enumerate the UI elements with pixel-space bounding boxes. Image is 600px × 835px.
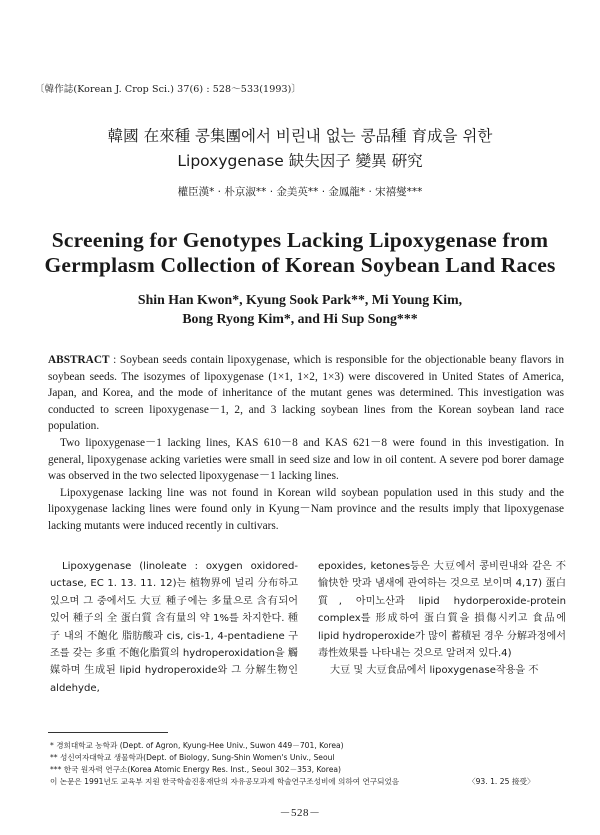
- footnote-affiliation-1: * 경희대학교 농학과 (Dept. of Agron, Kyung-Hee Univ., Suwon 449－701, Korea): [50, 741, 344, 750]
- abstract-text-1: : Soybean seeds contain lipoxygenase, which is responsible for the objectionable beany flavors in soybean seeds. The isozymes of lipoxygenase (1×1, 1×2, 1×3) were discovered in United States of America, Japan, and Korea, and the mode of inheritance of the mutant genes was determined. This investigation was conducted to screen lipoxygenase－1, 2, and 3 lacking soybean lines from the Korean soybean land race population.: [48, 354, 564, 433]
- footnote-funding: 이 논문은 1991년도 교육부 지원 한국학술진흥재단의 자유공모과제 학술연구조성비에 의하여 연구되었음: [50, 777, 400, 786]
- korean-title-line2: Lipoxygenase 缺失因子 變異 硏究: [177, 152, 423, 170]
- english-authors-line1: Shin Han Kwon*, Kyung Sook Park**, Mi Young Kim,: [137, 292, 463, 307]
- abstract: [48, 352, 564, 535]
- english-title-line1: Screening for Genotypes Lacking Lipoxygenase from: [51, 228, 549, 252]
- abstract-label: ABSTRACT: [48, 354, 110, 366]
- abstract-paragraph-3: Lipoxygenase lacking line was not found in Korean wild soybean population used in this study and the lipoxygenase lacking lines were found only in Kyung－Nam province and the results imply that lipoxygenase lacking mutants were induced recently in cultivars.: [48, 486, 564, 532]
- body-right-column: [318, 558, 566, 680]
- body-left-column: [50, 558, 298, 697]
- abstract-paragraph-1: [48, 352, 564, 435]
- body-paragraph-left: Lipoxygenase (linoleate : oxygen oxidored-uctase, EC 1. 13. 11. 12)는 植物界에 널리 分布하고 있으며 그 중에서도 大豆 種子에는 多量으로 含有되어 있어 種子의 全 蛋白質 含有量의 약 1%를 차지한다. 種子 내의 不飽化 脂肪酸과 cis, cis-1, 4-pentadiene 구조를 갖는 多重 不飽化脂質의 hydroperoxidation을 觸媒하며 生成된 lipid hydroperoxide와 그 分解生物인 aldehyde,: [50, 561, 298, 694]
- footnote-divider: [48, 732, 168, 733]
- body-paragraph-right-2: 大豆 및 大豆食品에서 lipoxygenase작용을 不: [330, 665, 539, 677]
- korean-title-line1: 韓國 在來種 콩集團에서 비린내 없는 콩品種 育成을 위한: [107, 127, 493, 145]
- english-authors-line2: Bong Ryong Kim*, and Hi Sup Song***: [182, 311, 418, 326]
- english-title-line2: Germplasm Collection of Korean Soybean Land Races: [44, 253, 556, 277]
- received-date: 〈93. 1. 25 接受〉: [468, 777, 535, 786]
- footnote-affiliation-3: *** 한국 원자력 연구소(Korea Atomic Energy Res. Inst., Seoul 302－353, Korea): [50, 765, 341, 774]
- footnote-affiliation-2: ** 성신여자대학교 생물학과(Dept. of Biology, Sung-Shin Women's Univ., Seoul: [50, 753, 335, 762]
- page-number: －528－: [279, 807, 321, 819]
- abstract-paragraph-2: Two lipoxygenase－1 lacking lines, KAS 610－8 and KAS 621－8 were found in this investigation. In general, lipoxygenase acking varieties were small in seed size and low in oil content. A severe pod borer damage was observed in the two selected lipoxygenase－1 lacking lines.: [48, 436, 564, 483]
- body-paragraph-right-1: epoxides, ketones등은 大豆에서 콩비린내와 같은 不愉快한 맛과 냄새에 관여하는 것으로 보이며 4,17) 蛋白質, 아미노산과 lipid hydorperoxide-protein complex를 形成하여 蛋白質을 損傷시키고 食品에 lipid hydroperoxide가 많이 蓄積된 경우 分解과정에서 毒性效果를 나타내는 것으로 알려져 있다.4): [318, 561, 566, 660]
- korean-authors: 權臣漢* · 朴京淑** · 金美英** · 金鳳龍* · 宋禧燮***: [177, 186, 423, 198]
- journal-reference: 〔韓作誌(Korean J. Crop Sci.) 37(6) : 528～533(1993)〕: [35, 84, 302, 95]
